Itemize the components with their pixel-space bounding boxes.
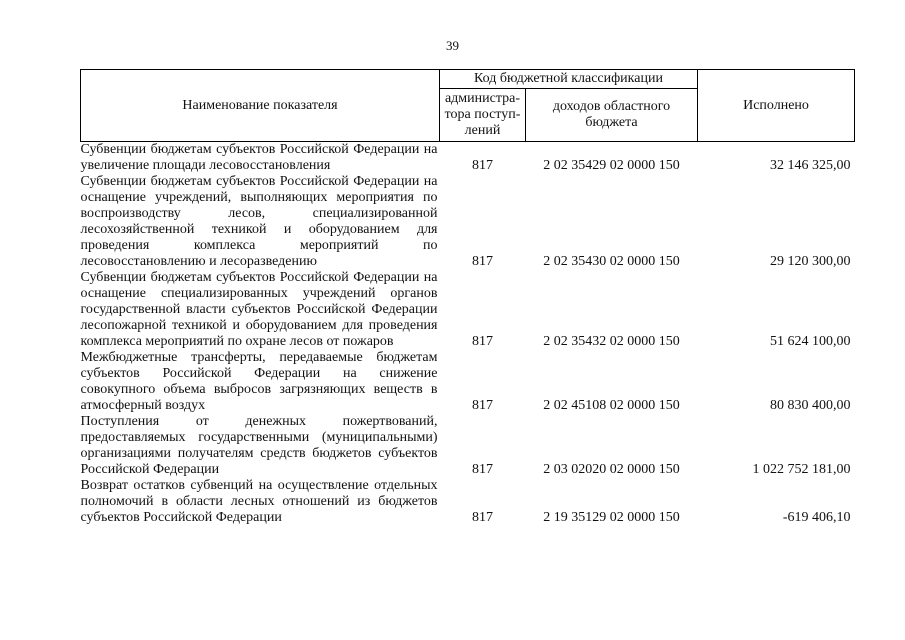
row-name: Субвенции бюджетам субъектов Российской Федерации на оснащение специализированных учреждений органов государственной власти субъектов Российской Федерации лесопожарной техникой и оборудованием для проведения комплекса мероприятий по охране лесов от пожаров [80, 270, 438, 349]
table-header [81, 70, 855, 142]
row-admin-code: 817 [472, 510, 493, 525]
table-body [81, 142, 855, 527]
row-admin-code: 817 [472, 254, 493, 269]
header-name: Наименование показателя [81, 70, 440, 142]
row-executed: 32 146 325,00 [770, 158, 851, 173]
row-income-code: 2 03 02020 02 0000 150 [543, 462, 680, 477]
row-admin-code: 817 [472, 462, 493, 477]
table-row [81, 142, 855, 175]
header-executed: Исполнено [698, 70, 855, 142]
budget-table [80, 69, 855, 526]
row-name: Поступления от денежных пожертвований, предоставляемых государственными (муниципальными) организациями получателям средств бюджетов субъектов Российской Федерации [80, 414, 438, 477]
table-row [81, 478, 855, 526]
row-admin-code: 817 [472, 158, 493, 173]
header-admin: администра-тора поступ-лений [440, 89, 526, 142]
table-row [81, 174, 855, 270]
row-income-code: 2 19 35129 02 0000 150 [543, 510, 680, 525]
row-executed: 51 624 100,00 [770, 334, 851, 349]
row-admin-code: 817 [472, 398, 493, 413]
row-executed: -619 406,10 [782, 510, 851, 525]
row-executed: 80 830 400,00 [770, 398, 851, 413]
row-income-code: 2 02 35429 02 0000 150 [543, 158, 680, 173]
header-income: доходов областного бюджета [526, 89, 698, 142]
table-row [81, 270, 855, 350]
row-income-code: 2 02 35430 02 0000 150 [543, 254, 680, 269]
page-number: 39 [446, 38, 459, 53]
table-row [81, 414, 855, 478]
row-executed: 29 120 300,00 [770, 254, 851, 269]
row-income-code: 2 02 45108 02 0000 150 [543, 398, 680, 413]
row-name: Возврат остатков субвенций на осуществление отдельных полномочий в области лесных отношений из бюджетов субъектов Российской Федерации [80, 478, 438, 525]
row-executed: 1 022 752 181,00 [752, 462, 851, 477]
row-admin-code: 817 [472, 334, 493, 349]
row-income-code: 2 02 35432 02 0000 150 [543, 334, 680, 349]
header-budget-code-group: Код бюджетной классификации [440, 70, 698, 89]
row-name: Субвенции бюджетам субъектов Российской Федерации на увеличение площади лесовосстановления [80, 142, 438, 173]
row-name: Субвенции бюджетам субъектов Российской Федерации на оснащение учреждений, выполняющих мероприятия по воспроизводству лесов, специализированной лесохозяйственной техникой и оборудованием для проведения комплекса мероприятий по лесовосстановлению и лесоразведению [80, 174, 438, 269]
table-row [81, 350, 855, 414]
row-name: Межбюджетные трансферты, передаваемые бюджетам субъектов Российской Федерации на снижение совокупного объема выбросов загрязняющих веществ в атмосферный воздух [80, 350, 438, 413]
